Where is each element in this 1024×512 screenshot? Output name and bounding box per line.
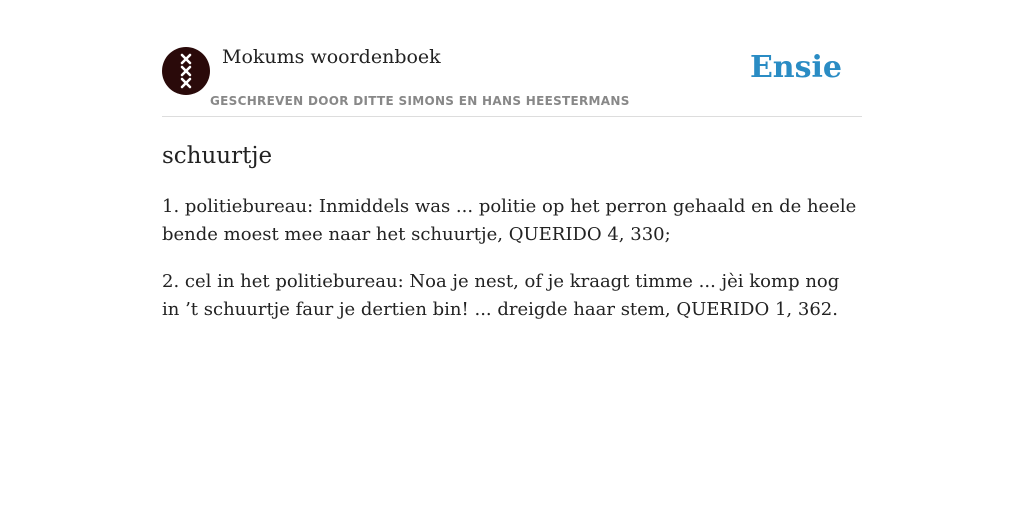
entry-title: schuurtje [162, 143, 273, 169]
ensie-logo-link[interactable]: Ensie [749, 50, 842, 85]
dictionary-title[interactable]: Mokums woordenboek [222, 46, 441, 68]
definition-item: 1. politiebureau: Inmiddels was ... politie op het perron gehaald en de heele bende moest mee naar het schuurtje, QUERIDO 4, 330; [162, 196, 857, 245]
amsterdam-xxx-icon[interactable] [162, 47, 210, 95]
page-container [162, 0, 862, 343]
author-byline: GESCHREVEN DOOR DITTE SIMONS EN HANS HEESTERMANS [210, 94, 630, 108]
definition-item: 2. cel in het politiebureau: Noa je nest, of je kraagt timme ... jèi komp nog in ’t schuurtje faur je dertien bin! ... dreigde haar stem, QUERIDO 1, 362. [162, 271, 840, 320]
site-header [162, 0, 862, 117]
definition-list [162, 193, 862, 324]
